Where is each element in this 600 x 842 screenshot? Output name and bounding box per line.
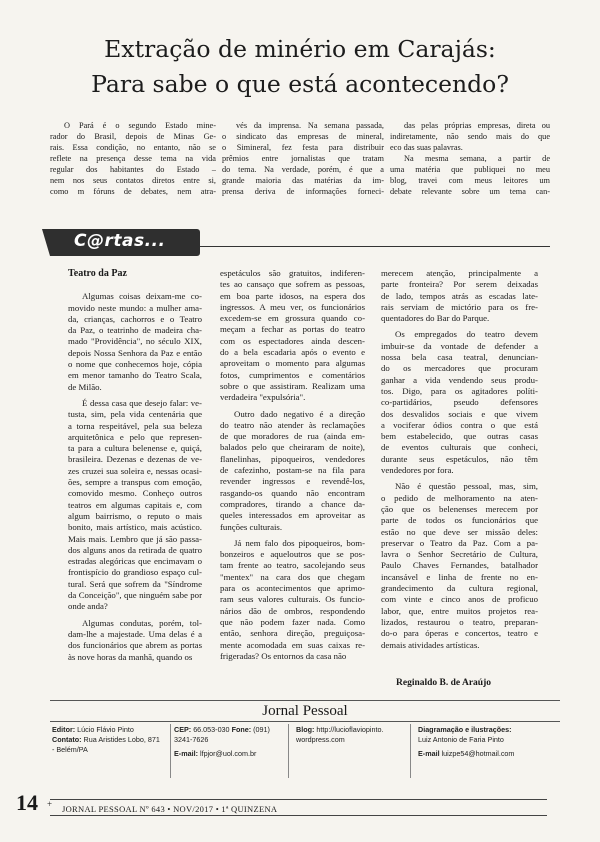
text-line: de que moradores de rua (ainda em- xyxy=(220,431,365,442)
text-line: da, crianças, cachorros e o Teatro xyxy=(68,313,202,324)
text-line: O Pará é o segundo Estado mine- xyxy=(64,121,216,130)
letter-title: Teatro da Paz xyxy=(68,268,127,279)
text-line: Na mesma semana, a partir de xyxy=(404,154,550,164)
text-line: incansável e linha de frente no en- xyxy=(381,571,538,582)
cartas-label: C@rtas... xyxy=(74,231,166,251)
text-line: das pelas próprias empresas, direta ou xyxy=(404,121,550,130)
text-line: depois Nossa Senhora da Paz e então xyxy=(68,347,202,358)
text-line: dos funcionários que abrem as portas xyxy=(68,640,202,651)
text-line: rais serviam de mictório para os fre- xyxy=(381,301,538,312)
text-line: nossa bela casa teatral, denuncian- xyxy=(381,352,538,363)
blog-url-2[interactable]: wordpress.com xyxy=(296,735,345,744)
text-line: ingressos. A meu ver, os funcionários xyxy=(220,301,365,312)
text-line: a torna respeitável, pela sua beleza xyxy=(68,420,202,431)
text-line: tural. Será que sofrem da "Síndrome xyxy=(68,578,202,589)
text-line: rais. Essa condição, no entanto, não se xyxy=(50,143,216,153)
text-line: Algumas coisas deixam-me co- xyxy=(82,291,202,302)
blog-url[interactable]: http://lucioflaviopinto. xyxy=(316,725,384,734)
text-line: teatros em algumas capitais e, com xyxy=(68,499,202,510)
text-line: bonito, mais artístico, mais acústico. xyxy=(68,522,202,533)
text-line: da Paz, o teatrinho de madeira cha- xyxy=(68,325,202,336)
letter-signature: Reginaldo B. de Araújo xyxy=(396,678,492,688)
text-line: do os mercadores que procuram xyxy=(381,363,538,374)
text-line: revender ingressos e revendê-los, xyxy=(220,476,365,487)
text-line: para os acontecimentos que aprimo- xyxy=(220,583,365,594)
fone-value: (091) xyxy=(253,725,270,734)
contato-address: Rua Aristides Lobo, 871 xyxy=(83,735,160,744)
text-line: dos alguns anos da retirada de quatro xyxy=(68,544,202,555)
cartas-banner xyxy=(50,229,550,256)
text-line: excedem-se em grossura quando co- xyxy=(220,313,365,324)
text-line: da Conceição", que ninguém sabe por xyxy=(68,590,202,601)
text-line: rador do Brasil, depois de Minas Ge- xyxy=(50,132,216,142)
editor-name: Lúcio Flávio Pinto xyxy=(77,725,134,734)
blog-label: Blog: xyxy=(296,725,315,734)
text-line: do tema. Na verdade, porém, é que a xyxy=(222,165,384,175)
text-line: com vinte e cinco anos de proficuo xyxy=(381,594,538,605)
text-line: uma matéria que publiquei no meu xyxy=(390,165,550,175)
text-line: parte fronteira? Por serem deixadas xyxy=(381,279,538,290)
text-line: "mentex" na cara dos que chegam xyxy=(220,571,365,582)
text-line: blog, travei com meus leitores um xyxy=(390,176,550,186)
text-line: às nove horas da manhã, quando os xyxy=(68,651,193,662)
diagramacao-label: Diagramação e ilustrações: xyxy=(418,725,512,734)
cartas-divider xyxy=(200,246,550,247)
fone-label: Fone: xyxy=(231,725,252,734)
headline-line-2: Para sabe o que está acontecendo? xyxy=(91,70,509,98)
text-line: de cafezinho, postam-se na fila para xyxy=(220,465,365,476)
text-line: estradas alegóricas que encimavam o xyxy=(68,556,202,567)
text-line: flanelinhas, pipoqueiros, vendedores xyxy=(220,453,365,464)
intro-column-1 xyxy=(50,120,216,225)
text-line: o pedido de melhoramento na aten- xyxy=(381,492,538,503)
text-line: algum bairrismo, o reputo o mais xyxy=(68,510,202,521)
text-line: como m fóruns de debates, nem atra- xyxy=(50,187,216,197)
text-line: mente acomodada em suas caixas re- xyxy=(220,639,365,650)
text-line: lizados, restaurou o teatro, preparan- xyxy=(381,616,538,627)
fone-value-2: 3241-7626 xyxy=(174,735,209,744)
text-line: sobre o que assistiram. Realizam uma xyxy=(220,380,365,391)
text-line: reflete na presença desse tema na vida xyxy=(50,154,216,164)
email2-value[interactable]: luizpe54@hotmail.com xyxy=(441,749,515,758)
text-line: do a bela escadaria após o evento e xyxy=(220,347,365,358)
text-line: o Simineral, fez festa para distribuir xyxy=(222,143,384,153)
text-line: prêmios entre jornalistas que tratam xyxy=(222,154,384,164)
text-line: o sindicato das empresas de mineral, xyxy=(222,132,384,142)
cep-value: 66.053-030 xyxy=(193,725,230,734)
text-line: nários dão de ombros, respondendo xyxy=(220,605,365,616)
text-line: compradores, tirando a chance da- xyxy=(220,498,365,509)
text-line: Mais mais. Lembro que já são passa- xyxy=(68,533,202,544)
text-line: ganhar a vida vendendo seus produ- xyxy=(381,374,538,385)
text-line: frigeradas? Os entornos da casa não xyxy=(220,650,347,661)
text-line: prensa deriva de informações forneci- xyxy=(222,187,384,197)
text-line: ões, sempre a transpus com emoção, xyxy=(68,477,202,488)
text-line: vés da imprensa. Na semana passada, xyxy=(236,121,384,130)
text-line: ção que os belenenses merecem por xyxy=(381,503,538,514)
text-line: nem nos seus contatos diretos entre si, xyxy=(50,176,216,186)
diagramacao-name: Luiz Antonio de Faria Pinto xyxy=(418,735,504,744)
text-line: rasgando-os quando não encontram xyxy=(220,487,365,498)
editor-block xyxy=(52,725,170,755)
text-line: de eventos culturais que conheci, xyxy=(381,442,538,453)
text-line: com os espectadores ainda descen- xyxy=(220,335,365,346)
text-line: Algumas condutas, porém, tol- xyxy=(82,617,202,628)
text-line: ta para a cultura belenense e, quiçá, xyxy=(68,443,202,454)
masthead-box xyxy=(50,700,560,806)
text-line: Não é questão pessoal, mas, sim, xyxy=(395,481,538,492)
text-line: brasileira. Dezenas e dezenas de ve- xyxy=(68,454,202,465)
text-line: a vociferar ódios contra o que está xyxy=(381,419,538,430)
contato-label: Contato: xyxy=(52,735,82,744)
text-line: em menor tamanho do Teatro Scala, xyxy=(68,370,202,381)
text-line: frontispício do grandioso espaço cul- xyxy=(68,567,202,578)
cartas-banner-bar xyxy=(50,229,200,256)
text-line: zes cruzei sua soleira e, nessas ocasi- xyxy=(68,465,202,476)
text-line: comovido mesmo. Conheço outros xyxy=(68,488,202,499)
contato-city: - Belém/PA xyxy=(52,745,88,754)
text-line: merecem atenção, principalmente a xyxy=(381,268,538,278)
text-line: tes ao cansaço que sofrem as pessoas, xyxy=(220,279,365,290)
text-line: espetáculos são gratuitos, indiferen- xyxy=(220,268,365,278)
text-line: É dessa casa que desejo falar: ve- xyxy=(82,397,202,408)
intro-column-2 xyxy=(222,120,384,225)
text-line: vendedores por fora. xyxy=(381,465,454,476)
blog-block xyxy=(296,725,416,745)
text-line: bem estabelecido, que outras casas xyxy=(381,431,538,442)
text-line: em boa parte idosos, na espera dos xyxy=(220,290,365,301)
text-line: demais atividades artísticas. xyxy=(381,639,480,650)
email-label: E-mail: xyxy=(174,749,198,758)
text-line: do teatro não atender às reclamações xyxy=(220,419,365,430)
text-line: grande maioria das matérias da im- xyxy=(222,176,384,186)
letter-column-1-body xyxy=(68,291,202,663)
text-line: estão no que deve ser missão deles: xyxy=(381,526,538,537)
text-line: bonzeiros e aqueloutros que se pos- xyxy=(220,549,365,560)
text-line: que não podem fazer nada. Como xyxy=(220,616,365,627)
text-line: aproveitam o momento para algumas xyxy=(220,358,365,369)
text-line: debate relevante sobre um tema can- xyxy=(390,187,550,197)
text-line: durante seus espetáculos, não têm xyxy=(381,453,538,464)
text-line: regular dos habitantes do Estado – xyxy=(50,165,216,175)
footer-rule-bottom xyxy=(50,815,547,816)
text-line: preservar o Teatro da Paz. Com a pa- xyxy=(381,537,538,548)
text-line: grandecimento da cultura regional, xyxy=(381,583,538,594)
text-line: mado "Providência", no século XIX, xyxy=(68,336,202,347)
text-line: balados pelo que cheiraram de noite), xyxy=(220,442,365,453)
text-line: lavra o Senhor Secretário de Cultura, xyxy=(381,549,538,560)
text-line: arquitetônica e pelo que represen- xyxy=(68,431,202,442)
email2-label: E-mail xyxy=(418,749,440,758)
masthead-title: Jornal Pessoal xyxy=(50,700,560,722)
page-number: 14 xyxy=(16,790,38,815)
text-line: Os empregados do teatro devem xyxy=(395,329,538,340)
text-line: movido neste mundo: a mulher ama- xyxy=(68,302,202,313)
text-line: labor, que, entre muitos projetos rea- xyxy=(381,605,538,616)
masthead-divider-2 xyxy=(288,724,289,778)
email-value[interactable]: lfpjor@uol.com.br xyxy=(199,749,257,758)
page-number-plus: + xyxy=(47,799,53,809)
text-line: Paulo Chaves Fernandes, batalhador xyxy=(381,560,538,571)
text-line: de Milão. xyxy=(68,381,102,392)
text-line: tos. Digo, para os agitadores políti- xyxy=(381,385,538,396)
text-line: queles interessados em aproveitar as xyxy=(220,510,365,521)
page-meta: JORNAL PESSOAL Nº 643 • NOV/2017 • 1ª QUINZENA xyxy=(62,804,278,814)
text-line: imbuir-se da vontade de defender a xyxy=(381,340,538,351)
footer-rule-top xyxy=(50,799,547,800)
masthead-divider-3 xyxy=(410,724,411,778)
text-line: indiretamente, não sendo mais do que xyxy=(390,132,550,142)
text-line: parte de todos os funcionários que xyxy=(381,515,538,526)
text-line: então, senhora direção, preguiçosa- xyxy=(220,628,365,639)
text-line: eco das suas palavras. xyxy=(390,143,463,153)
letter-column-2 xyxy=(220,268,365,662)
text-line: meçam a fechar as portas do teatro xyxy=(220,324,365,335)
letter-column-3 xyxy=(381,268,538,651)
headline-line-1: Extração de minério em Carajás: xyxy=(104,35,496,63)
text-line: quentadores do Bar do Parque. xyxy=(381,313,490,324)
text-line: o nome que conhecemos hoje, cópia xyxy=(68,359,202,370)
text-line: dam-lhe a majestade. Uma delas é a xyxy=(68,628,202,639)
editor-label: Editor: xyxy=(52,725,76,734)
text-line: co-partidários, pseudo defensores xyxy=(381,397,538,408)
masthead-divider-1 xyxy=(170,724,171,778)
headline xyxy=(40,32,560,102)
cep-block xyxy=(174,725,284,759)
diagramacao-block xyxy=(418,725,558,759)
text-line: do-o para óperas e concertos, teatro e xyxy=(381,628,538,639)
text-line: ram seus valores culturais. Os funcio- xyxy=(220,594,365,605)
intro-column-3 xyxy=(390,120,550,225)
text-line: verdadeira "expulsória". xyxy=(220,392,306,403)
text-line: Outro dado negativo é a direção xyxy=(234,408,365,419)
letter-column-1 xyxy=(68,268,202,663)
text-line: tusta, sim, pela vida centenária que xyxy=(68,409,202,420)
text-line: tam frente ao teatro, sacolejando seus xyxy=(220,560,365,571)
text-line: dos desvalidos sociais e que vivem xyxy=(381,408,538,419)
text-line: onde anda? xyxy=(68,601,108,612)
text-line: fotos, cumprimentos e comentários xyxy=(220,369,365,380)
text-line: Já nem falo dos pipoqueiros, bom- xyxy=(234,537,365,548)
text-line: funções culturais. xyxy=(220,521,283,532)
text-line: de lado, tempos atrás as escadas late- xyxy=(381,290,538,301)
cep-label: CEP: xyxy=(174,725,192,734)
